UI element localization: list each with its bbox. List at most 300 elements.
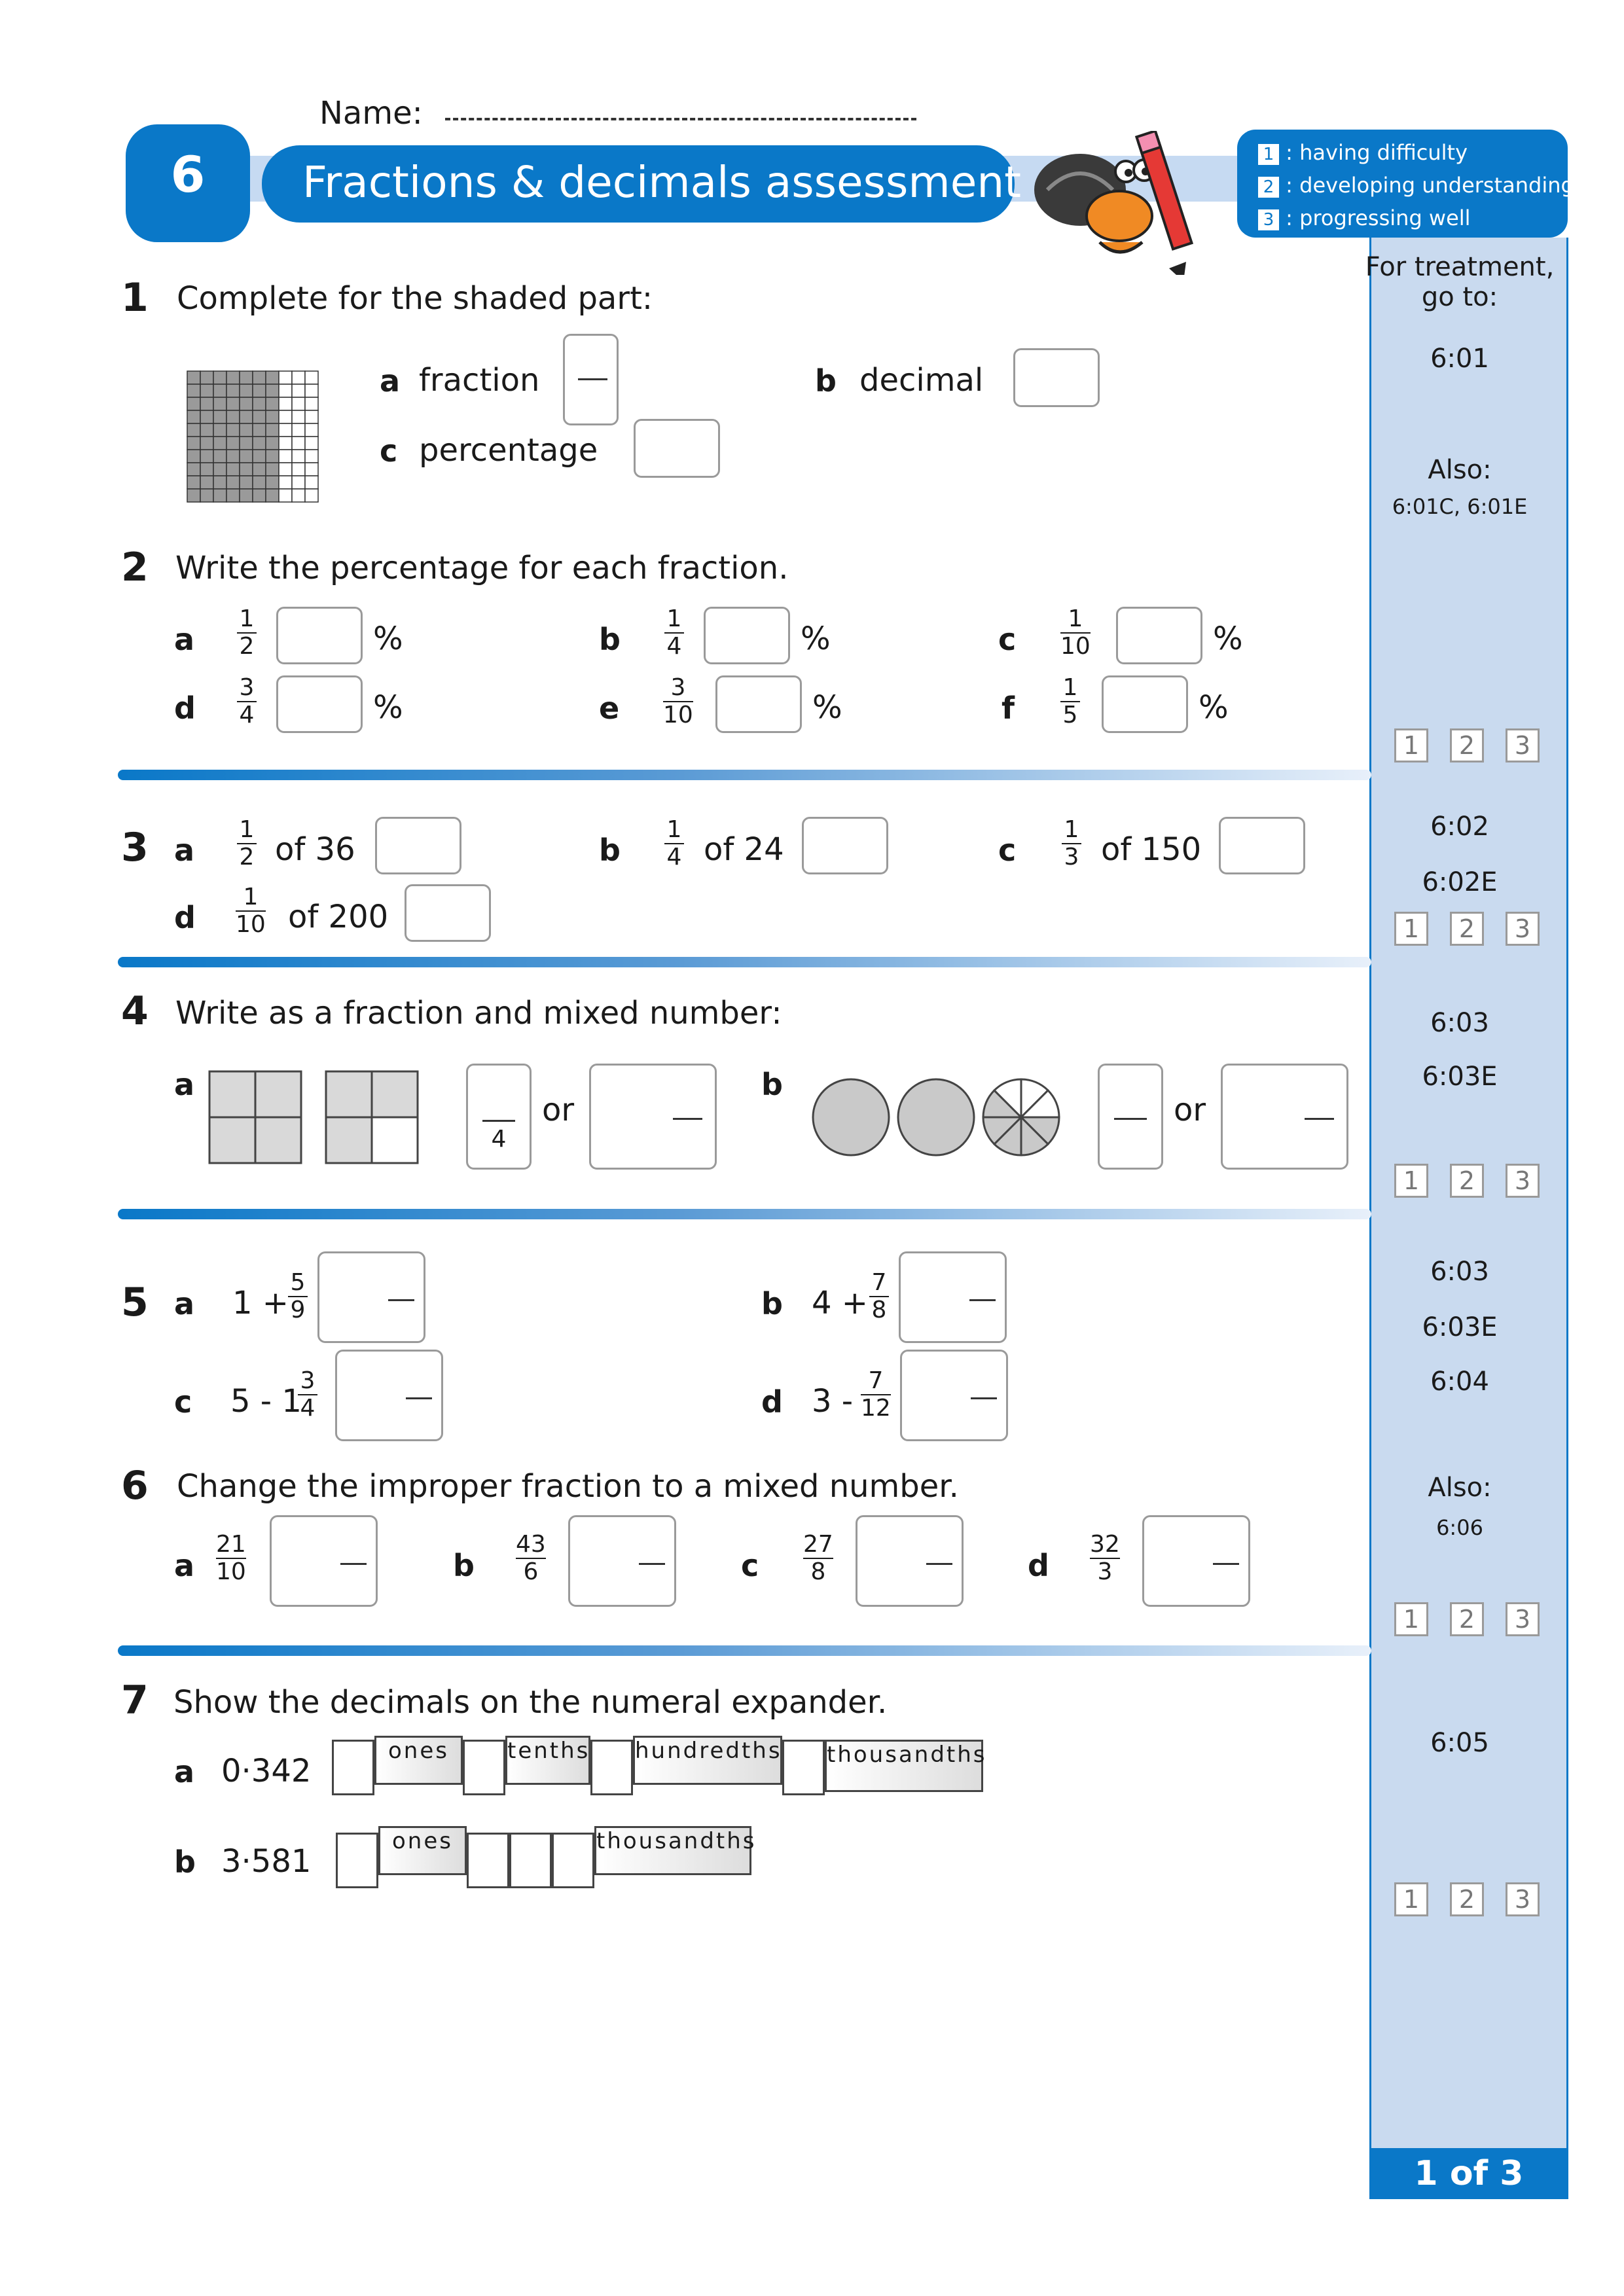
q2-a-den: 2 [239, 633, 255, 660]
grid-cell-shaded [253, 437, 266, 450]
rating-q5-6-2[interactable]: 2 [1450, 1602, 1484, 1636]
q1-decimal-answer-box[interactable] [1013, 348, 1100, 407]
q3-a-num: 1 [239, 816, 255, 843]
grid-cell-shaded [266, 463, 279, 476]
q5-b-num: 7 [871, 1269, 887, 1296]
grid-cell-shaded [266, 489, 279, 502]
q7-b-value: 3·581 [221, 1843, 312, 1880]
q6-prompt: Change the improper fraction to a mixed number. [177, 1468, 959, 1505]
q5-ref: 6:03 [1430, 1257, 1489, 1287]
q7-b-digit-tenths[interactable] [467, 1833, 509, 1888]
q2-e-fraction [663, 675, 693, 728]
grid-cell [292, 450, 305, 463]
rating-q7-1[interactable]: 1 [1394, 1882, 1428, 1916]
q6-d-fraction [1090, 1532, 1120, 1585]
grid-cell-shaded [266, 397, 279, 410]
grid-cell-shaded [200, 397, 213, 410]
q2-f-fraction [1060, 675, 1080, 728]
q5-c-whole: 5 - 1 [230, 1383, 302, 1420]
grid-cell [305, 410, 318, 423]
q6-d-den: 3 [1097, 1558, 1113, 1585]
q7-b-letter: b [174, 1844, 196, 1880]
q6-a-fraction [216, 1532, 246, 1585]
grid-cell-shaded [253, 489, 266, 502]
q2-e-answer-box[interactable] [715, 675, 802, 733]
legend-row-2 [1258, 169, 1574, 202]
grid-cell-shaded [253, 384, 266, 397]
q1-a-letter: a [380, 363, 401, 399]
q1-also-label: Also: [1428, 455, 1492, 485]
q3-c-of: of 150 [1101, 831, 1202, 868]
q3-b-of: of 24 [704, 831, 784, 868]
grid-cell [279, 397, 292, 410]
q7-a-letter: a [174, 1754, 195, 1789]
grid-cell [292, 410, 305, 423]
rating-q1-2-1[interactable]: 1 [1394, 728, 1428, 762]
q1-prompt: Complete for the shaded part: [177, 280, 653, 317]
q1-fraction-answer-box[interactable] [563, 334, 619, 425]
q6-b-answer-box[interactable] [568, 1515, 676, 1607]
q7-b-digit-hundredths[interactable] [509, 1833, 552, 1888]
grid-cell [305, 437, 318, 450]
q2-a-answer-box[interactable] [276, 607, 363, 664]
q1-a-label: fraction [419, 362, 540, 399]
q6-b-num: 43 [516, 1531, 546, 1558]
q2-b-answer-box[interactable] [704, 607, 790, 664]
legend-row-3 [1258, 202, 1574, 234]
grid-cell-shaded [240, 463, 253, 476]
grid-cell [305, 476, 318, 489]
grid-cell [292, 489, 305, 502]
grid-cell [279, 410, 292, 423]
q3-c-letter: c [998, 833, 1017, 868]
q2-a-percent: % [373, 620, 403, 657]
q4-b-circle-eighths [810, 1077, 1066, 1158]
q4-a-or: or [542, 1092, 575, 1128]
q7-a-digit-thousandths[interactable] [782, 1740, 825, 1795]
q3-b-num: 1 [666, 816, 682, 843]
grid-cell-shaded [240, 384, 253, 397]
q4-a-quarter-squares [208, 1070, 424, 1165]
grid-cell-shaded [200, 489, 213, 502]
q4-b-mixed-box[interactable] [1221, 1064, 1348, 1170]
q2-d-num: 3 [239, 674, 255, 701]
treatment-heading: For treatment, go to: [1365, 252, 1555, 312]
q7-prompt: Show the decimals on the numeral expander. [173, 1684, 888, 1721]
unit-number: 6 [170, 145, 206, 204]
section-divider-4 [118, 1644, 1371, 1657]
q4-ref-2: 6:03E [1422, 1062, 1498, 1092]
grid-cell-shaded [240, 371, 253, 384]
grid-cell-shaded [226, 476, 240, 489]
q4-b-or: or [1174, 1092, 1206, 1128]
grid-cell [305, 423, 318, 437]
q5-a-whole: 1 + [232, 1285, 289, 1321]
q3-a-letter: a [174, 833, 195, 868]
q2-e-num: 3 [670, 674, 686, 701]
grid-cell-shaded [200, 371, 213, 384]
q5-d-letter: d [761, 1384, 783, 1420]
grid-cell-shaded [213, 384, 226, 397]
grid-cell-shaded [253, 371, 266, 384]
q7-a-label-tenths: tenths [505, 1736, 590, 1785]
q2-b-num: 1 [666, 605, 682, 632]
q3-d-letter: d [174, 900, 196, 935]
grid-cell [305, 489, 318, 502]
q5-c-num: 3 [300, 1367, 316, 1394]
grid-cell [279, 423, 292, 437]
grid-cell [279, 450, 292, 463]
q1-ref: 6:01 [1430, 344, 1489, 374]
q6-also-refs: 6:06 [1436, 1515, 1483, 1540]
grid-cell-shaded [266, 437, 279, 450]
rating-q5-6-3[interactable]: 3 [1506, 1602, 1540, 1636]
q6-a-den: 10 [216, 1558, 246, 1585]
q2-c-num: 1 [1068, 605, 1083, 632]
grid-cell-shaded [187, 437, 200, 450]
q6-a-num: 21 [216, 1531, 246, 1558]
name-line[interactable] [445, 118, 916, 120]
section-divider-2 [118, 956, 1371, 969]
grid-cell-shaded [187, 423, 200, 437]
q4-a-den: 4 [491, 1126, 507, 1153]
q2-d-den: 4 [239, 702, 255, 728]
rating-q5-6-1[interactable]: 1 [1394, 1602, 1428, 1636]
grid-cell-shaded [240, 397, 253, 410]
page-number: 1 of 3 [1369, 2148, 1568, 2199]
grid-cell-shaded [213, 450, 226, 463]
legend-num-2: 2 [1258, 177, 1279, 198]
grid-cell-shaded [226, 410, 240, 423]
grid-cell-shaded [226, 450, 240, 463]
q7-b-digit-ones[interactable] [336, 1833, 378, 1888]
grid-cell [279, 476, 292, 489]
q7-b-label-thousandths: thousandths [594, 1826, 751, 1875]
q5-b-answer-box[interactable] [899, 1251, 1007, 1343]
grid-cell [292, 437, 305, 450]
q6-a-answer-box[interactable] [270, 1515, 378, 1607]
q6-c-letter: c [741, 1548, 759, 1583]
grid-cell [279, 371, 292, 384]
grid-cell-shaded [200, 476, 213, 489]
q7-a-label-ones: ones [374, 1736, 463, 1785]
grid-cell-shaded [240, 437, 253, 450]
q3-c-den: 3 [1064, 844, 1079, 870]
q7-a-label-hundredths: hundredths [633, 1736, 782, 1785]
grid-cell-shaded [213, 437, 226, 450]
q4-a-fraction-box[interactable] [466, 1064, 532, 1170]
q3-d-fraction [236, 884, 266, 938]
grid-cell-shaded [266, 476, 279, 489]
q3-a-of: of 36 [275, 831, 355, 868]
legend-row-1 [1258, 136, 1574, 169]
q2-c-fraction [1060, 606, 1091, 660]
grid-cell-shaded [240, 410, 253, 423]
q5-b-whole: 4 + [812, 1285, 869, 1321]
grid-cell-shaded [240, 450, 253, 463]
q6-b-letter: b [453, 1548, 475, 1583]
grid-cell [292, 476, 305, 489]
q2-d-letter: d [174, 691, 196, 726]
grid-cell-shaded [226, 397, 240, 410]
grid-cell [279, 437, 292, 450]
q2-number: 2 [121, 545, 149, 590]
q3-d-answer-box[interactable] [405, 884, 491, 942]
grid-cell [292, 463, 305, 476]
q2-b-fraction [664, 606, 684, 660]
q7-b-label-ones: ones [378, 1826, 467, 1875]
grid-cell [279, 384, 292, 397]
grid-cell-shaded [187, 450, 200, 463]
legend-text-2: : developing understanding [1286, 173, 1574, 198]
grid-cell-shaded [226, 437, 240, 450]
q7-number: 7 [121, 1677, 149, 1723]
grid-cell-shaded [187, 463, 200, 476]
grid-cell [292, 423, 305, 437]
grid-cell-shaded [266, 384, 279, 397]
hundred-grid [186, 370, 320, 504]
grid-cell [279, 489, 292, 502]
q5-b-fraction [869, 1270, 889, 1323]
q6-d-answer-box[interactable] [1142, 1515, 1250, 1607]
q2-e-percent: % [812, 689, 842, 726]
grid-cell [292, 397, 305, 410]
q5-c-letter: c [174, 1384, 192, 1420]
grid-cell-shaded [226, 384, 240, 397]
rating-legend-items [1258, 136, 1574, 234]
q5-a-num: 5 [290, 1269, 306, 1296]
q4-a-mixed-box[interactable] [589, 1064, 717, 1170]
grid-cell-shaded [253, 450, 266, 463]
q1-also-refs: 6:01C, 6:01E [1392, 494, 1528, 519]
grid-cell [305, 463, 318, 476]
q4-a-letter: a [174, 1067, 195, 1102]
grid-cell-shaded [187, 410, 200, 423]
grid-cell-shaded [253, 410, 266, 423]
q6-c-answer-box[interactable] [856, 1515, 964, 1607]
section-divider-1 [118, 768, 1371, 781]
rating-q3-2[interactable]: 2 [1450, 912, 1484, 946]
grid-cell-shaded [253, 476, 266, 489]
grid-cell-shaded [266, 371, 279, 384]
q2-f-den: 5 [1062, 702, 1078, 728]
q2-f-num: 1 [1062, 674, 1078, 701]
legend-num-1: 1 [1258, 144, 1279, 165]
rating-q1-2-3[interactable]: 3 [1506, 728, 1540, 762]
grid-cell-shaded [213, 397, 226, 410]
q3-ref: 6:02 [1430, 812, 1489, 842]
q4-number: 4 [121, 988, 149, 1034]
q7-a-digit-tenths[interactable] [463, 1740, 505, 1795]
rating-q4-3[interactable]: 3 [1506, 1164, 1540, 1198]
q7-ref: 6:05 [1430, 1728, 1489, 1758]
q6-c-fraction [803, 1532, 833, 1585]
grid-cell-shaded [187, 397, 200, 410]
q3-a-answer-box[interactable] [375, 817, 461, 874]
q2-d-answer-box[interactable] [276, 675, 363, 733]
q2-d-percent: % [373, 689, 403, 726]
q1-b-label: decimal [859, 362, 984, 399]
q3-ref-2: 6:02E [1422, 867, 1498, 897]
q7-b-digit-thousandths[interactable] [552, 1833, 594, 1888]
grid-cell [305, 371, 318, 384]
grid-cell-shaded [253, 423, 266, 437]
q6-also-label: Also: [1428, 1473, 1492, 1503]
rating-q1-2-2[interactable]: 2 [1450, 728, 1484, 762]
grid-cell-shaded [187, 476, 200, 489]
rating-q7-3[interactable]: 3 [1506, 1882, 1540, 1916]
q2-a-fraction [237, 606, 257, 660]
grid-cell-shaded [226, 463, 240, 476]
q3-c-answer-box[interactable] [1219, 817, 1305, 874]
q3-b-den: 4 [666, 844, 682, 870]
page-title: Fractions & decimals assessment [302, 157, 1022, 207]
legend-text-3: : progressing well [1286, 206, 1471, 230]
q2-prompt: Write the percentage for each fraction. [175, 550, 789, 586]
q5-ref-3: 6:04 [1430, 1367, 1489, 1397]
q5-a-answer-box[interactable] [317, 1251, 425, 1343]
grid-cell-shaded [253, 463, 266, 476]
q5-c-answer-box[interactable] [335, 1350, 443, 1441]
grid-cell-shaded [253, 397, 266, 410]
q5-c-den: 4 [300, 1395, 316, 1422]
grid-cell-shaded [200, 437, 213, 450]
q2-c-letter: c [998, 622, 1017, 657]
legend-num-3: 3 [1258, 209, 1279, 230]
grid-cell-shaded [266, 410, 279, 423]
q4-prompt: Write as a fraction and mixed number: [175, 995, 782, 1031]
grid-cell [292, 371, 305, 384]
q2-f-percent: % [1199, 689, 1229, 726]
q3-d-num: 1 [243, 884, 259, 910]
q5-number: 5 [121, 1280, 149, 1325]
grid-cell-shaded [226, 371, 240, 384]
q1-c-letter: c [380, 433, 398, 469]
q5-b-letter: b [761, 1286, 783, 1321]
grid-cell-shaded [266, 450, 279, 463]
q1-number: 1 [121, 275, 149, 321]
q4-ref: 6:03 [1430, 1008, 1489, 1038]
grid-cell-shaded [200, 423, 213, 437]
q7-a-digit-hundredths[interactable] [590, 1740, 633, 1795]
q6-b-den: 6 [523, 1558, 539, 1585]
q5-d-num: 7 [868, 1367, 884, 1394]
q5-c-fraction [298, 1368, 317, 1422]
q3-a-fraction [237, 817, 257, 870]
q5-b-den: 8 [871, 1297, 887, 1323]
q6-b-fraction [516, 1532, 546, 1585]
q5-a-den: 9 [290, 1297, 306, 1323]
q1-c-label: percentage [419, 432, 598, 469]
grid-cell-shaded [200, 384, 213, 397]
q1-percentage-answer-box[interactable] [634, 419, 720, 478]
grid-cell [292, 384, 305, 397]
q6-d-num: 32 [1090, 1531, 1120, 1558]
q5-ref-2: 6:03E [1422, 1312, 1498, 1342]
grid-cell-shaded [213, 463, 226, 476]
q2-f-letter: f [1001, 691, 1015, 726]
grid-cell-shaded [213, 476, 226, 489]
grid-cell-shaded [200, 450, 213, 463]
grid-cell-shaded [213, 423, 226, 437]
grid-cell-shaded [226, 423, 240, 437]
rating-q7-2[interactable]: 2 [1450, 1882, 1484, 1916]
grid-cell [305, 397, 318, 410]
q2-b-letter: b [599, 622, 621, 657]
grid-cell-shaded [240, 489, 253, 502]
q4-b-fraction-box[interactable] [1098, 1064, 1163, 1170]
grid-cell-shaded [213, 489, 226, 502]
grid-cell-shaded [187, 384, 200, 397]
rating-q3-1[interactable]: 1 [1394, 912, 1428, 946]
rating-q3-3[interactable]: 3 [1506, 912, 1540, 946]
q3-b-answer-box[interactable] [802, 817, 888, 874]
crab-mascot-icon [1021, 131, 1211, 275]
q5-d-whole: 3 - [812, 1383, 854, 1420]
q3-d-of: of 200 [288, 899, 389, 935]
q3-number: 3 [121, 825, 149, 870]
grid-cell-shaded [240, 423, 253, 437]
q3-b-letter: b [599, 833, 621, 868]
q2-c-percent: % [1213, 620, 1243, 657]
grid-cell-shaded [240, 476, 253, 489]
q2-e-letter: e [599, 691, 620, 726]
grid-cell-shaded [200, 463, 213, 476]
q6-c-den: 8 [810, 1558, 826, 1585]
q5-a-fraction [288, 1270, 308, 1323]
q3-a-den: 2 [239, 844, 255, 870]
grid-cell-shaded [200, 410, 213, 423]
q3-b-fraction [664, 817, 684, 870]
name-label: Name: [319, 95, 423, 132]
q3-c-num: 1 [1064, 816, 1079, 843]
grid-cell-shaded [266, 423, 279, 437]
q7-a-value: 0·342 [221, 1753, 312, 1789]
grid-cell-shaded [226, 489, 240, 502]
grid-cell-shaded [213, 371, 226, 384]
q2-f-answer-box[interactable] [1102, 675, 1188, 733]
legend-text-1: : having difficulty [1286, 140, 1468, 165]
q3-c-fraction [1062, 817, 1081, 870]
q2-a-letter: a [174, 622, 195, 657]
q4-b-letter: b [761, 1067, 783, 1102]
grid-cell [305, 384, 318, 397]
q2-b-percent: % [801, 620, 831, 657]
rating-q4-2[interactable]: 2 [1450, 1164, 1484, 1198]
q6-a-letter: a [174, 1548, 195, 1583]
q5-d-fraction [861, 1368, 891, 1422]
q1-b-letter: b [815, 363, 837, 399]
q7-a-digit-ones[interactable] [332, 1740, 374, 1795]
grid-cell-shaded [213, 410, 226, 423]
q3-d-den: 10 [236, 911, 266, 938]
grid-cell [305, 450, 318, 463]
q6-number: 6 [121, 1463, 149, 1509]
q6-c-num: 27 [803, 1531, 833, 1558]
q2-c-den: 10 [1060, 633, 1091, 660]
q2-c-answer-box[interactable] [1116, 607, 1202, 664]
q5-a-letter: a [174, 1286, 195, 1321]
q2-a-num: 1 [239, 605, 255, 632]
q5-d-answer-box[interactable] [900, 1350, 1008, 1441]
q7-a-label-thousandths: thousandths [825, 1740, 983, 1792]
q5-d-den: 12 [861, 1395, 891, 1422]
q2-e-den: 10 [663, 702, 693, 728]
rating-q4-1[interactable]: 1 [1394, 1164, 1428, 1198]
q2-d-fraction [237, 675, 257, 728]
q6-d-letter: d [1028, 1548, 1049, 1583]
grid-cell [279, 463, 292, 476]
